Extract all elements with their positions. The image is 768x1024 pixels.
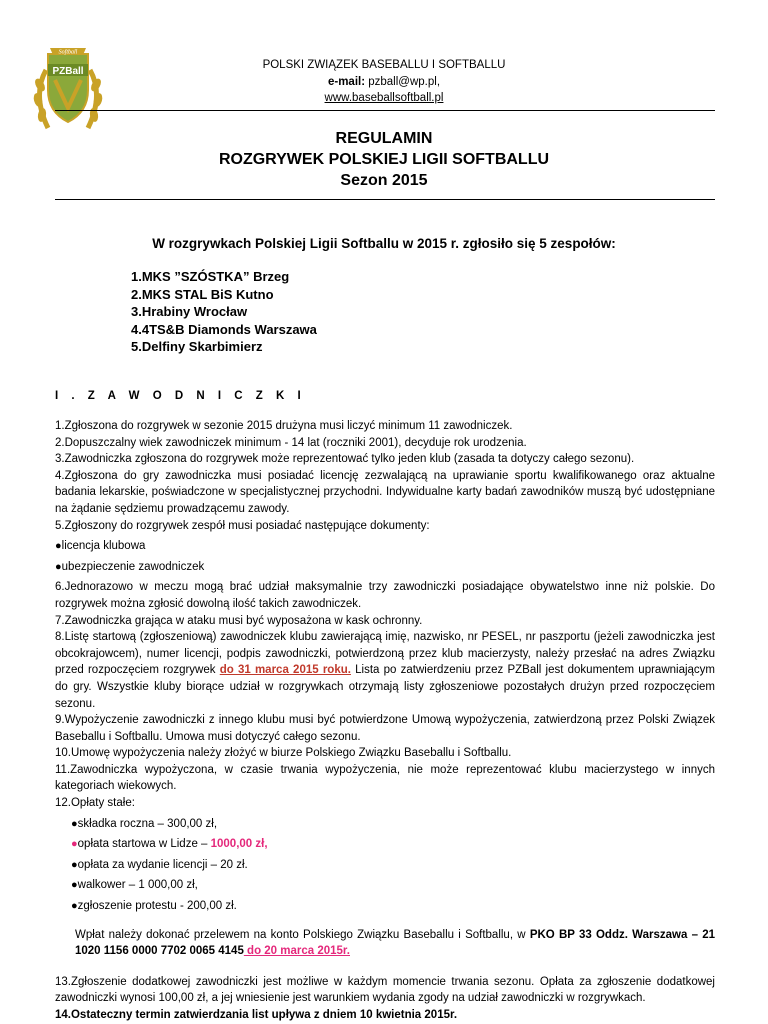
bullet-icon: ●	[55, 540, 62, 553]
bullet-icon: ●	[71, 817, 78, 830]
intro-text: W rozgrywkach Polskiej Ligii Softballu w 2015 r. zgłosiło się 5 zespołów:	[152, 236, 616, 251]
rule-7: 7.Zawodniczka grająca w ataku musi być wyposażona w kask ochronny.	[55, 614, 423, 627]
bank-account: PKO BP 33 Oddz. Warszawa – 21 1020 1156 0000 7702 0065 4145	[75, 928, 715, 958]
rule-1: 1.Zgłoszona do rozgrywek w sezonie 2015 drużyna musi liczyć minimum 11 zawodniczek.	[55, 420, 513, 432]
rules-body	[55, 418, 715, 1024]
teams-list	[131, 268, 317, 356]
title-line-3: Sezon 2015	[340, 172, 428, 189]
section-heading: I . Z A W O D N I C Z K I	[55, 390, 306, 402]
org-name: POLSKI ZWIĄZEK BASEBALLU I SOFTBALLU	[262, 59, 506, 71]
title-divider	[55, 199, 715, 200]
rule-6: 6.Jednorazowo w meczu mogą brać udział maksymalnie trzy zawodniczki posiadające obywatelstwo inne niż polskie. Do rozgrywek można zgłosić dowolną ilość takich zawodniczek.	[55, 581, 715, 610]
email-link[interactable]: pzball@wp.pl	[368, 76, 437, 88]
rule-10: 10.Umowę wypożyczenia należy złożyć w biurze Polskiego Związku Baseballu i Softballu.	[55, 747, 512, 760]
rule-3: 3.Zawodniczka zgłoszona do rozgrywek może reprezentować tylko jeden klub (zasada ta dotyczy całego sezonu).	[55, 453, 635, 466]
bullet-icon: ●	[71, 879, 78, 892]
fee-value: 1000,00 zł,	[210, 838, 268, 851]
logo-banner: Softball	[58, 49, 78, 56]
deadline-date: do 31 marca 2015 roku.	[219, 664, 351, 677]
team-item: 3.Hrabiny Wrocław	[131, 304, 248, 319]
team-item: 5.Delfiny Skarbimierz	[131, 339, 263, 354]
doc-item: ●ubezpieczenie zawodniczek	[55, 560, 205, 573]
rule-13: 13.Zgłoszenie dodatkowej zawodniczki jest możliwe w każdym momencie trwania sezonu. Opłata za zgłoszenie dodatkowej zawodniczki wynosi 100,00 zł, a jej wniesienie jest warunkiem wydania zgody na udział zawodniczki w rozgrywkach.	[55, 975, 715, 1005]
header-divider	[55, 110, 715, 111]
logo-text: PZBall	[52, 66, 84, 77]
fee-item: ●walkower – 1 000,00 zł,	[71, 879, 198, 892]
payment-deadline: do 20 marca 2015r.	[243, 945, 350, 958]
rule-11: 11.Zawodniczka wypożyczona, w czasie trwania wypożyczenia, nie może reprezentować klubu macierzystego w innych kategoriach wiekowych.	[55, 763, 715, 793]
document-title	[0, 128, 768, 191]
email-line: e-mail: pzball@wp.pl,	[327, 76, 441, 88]
doc-item: ●licencja klubowa	[55, 540, 146, 553]
team-item: 4.4TS&B Diamonds Warszawa	[131, 321, 317, 337]
payment-info: Wpłat należy dokonać przelewem na konto Polskiego Związku Baseballu i Softballu, w PKO BP 33 Oddz. Warszawa – 21 1020 1156 0000 7702 0065 4145 do 20 marca 2015r.	[75, 928, 715, 958]
team-item: 1.MKS ”SZÓSTKA” Brzeg	[131, 269, 290, 284]
bullet-icon: ●	[71, 838, 78, 851]
fee-item: ●składka roczna – 300,00 zł,	[71, 817, 218, 830]
rule-4: 4.Zgłoszona do gry zawodniczka musi posiadać licencję zezwalającą na uprawianie sportu kwalifikowanego oraz aktualne badania lekarskie, poświadczone w specjalistycznej przychodni. Indywidualne karty badań zawodników muszą być udostępniane na żądanie sędziemu prowadzącemu zawody.	[55, 469, 715, 515]
rule-2: 2.Dopuszczalny wiek zawodniczek minimum - 14 lat (roczniki 2001), decyduje rok urodzenia.	[55, 436, 527, 449]
bullet-icon: ●	[71, 900, 78, 913]
website-link[interactable]: www.baseballsoftball.pl	[324, 92, 444, 104]
email-label: e-mail:	[327, 76, 366, 88]
rule-12: 12.Opłaty stałe:	[55, 797, 135, 810]
rule-5: 5.Zgłoszony do rozgrywek zespół musi posiadać następujące dokumenty:	[55, 519, 430, 532]
bullet-icon: ●	[71, 858, 78, 871]
rule-9: 9.Wypożyczenie zawodniczki z innego klubu musi być potwierdzone Umową wypożyczenia, zatwierdzoną przez Polski Związek Baseballu i Softballu. Umowa musi dotyczyć całego sezonu.	[55, 714, 715, 743]
title-line-2: ROZGRYWEK POLSKIEJ LIGII SOFTBALLU	[218, 151, 550, 168]
bullet-icon: ●	[55, 560, 62, 573]
rule-8: 8.Listę startową (zgłoszeniową) zawodniczek klubu zawierającą imię, nazwisko, nr PESEL, nr paszportu (jeżeli zawodniczka jest obcokrajowcem), numer licencji, podpis zawodniczki, potwierdzoną przez klub macierzysty, należy przesłać na adres Związku przed rozpoczęciem rozgrywek do 31 marca 2015 roku. Lista po zatwierdzeniu przez PZBall jest dokumentem uprawniającym do gry. Wszystkie kluby biorące udział w rozgrywkach otrzymają listy zgłoszeniowe pozostałych drużyn przed rozpoczęciem sezonu.	[55, 631, 716, 710]
team-item: 2.MKS STAL BiS Kutno	[131, 286, 274, 302]
rule-14: 14.Ostateczny termin zatwierdzania list upływa z dniem 10 kwietnia 2015r.	[55, 1009, 458, 1021]
fee-item: ●opłata startowa w Lidze – 1000,00 zł,	[71, 838, 268, 851]
title-line-1: REGULAMIN	[335, 130, 433, 147]
fee-item: ●zgłoszenie protestu - 200,00 zł.	[71, 900, 237, 913]
fee-item: ●opłata za wydanie licencji – 20 zł.	[71, 858, 248, 871]
